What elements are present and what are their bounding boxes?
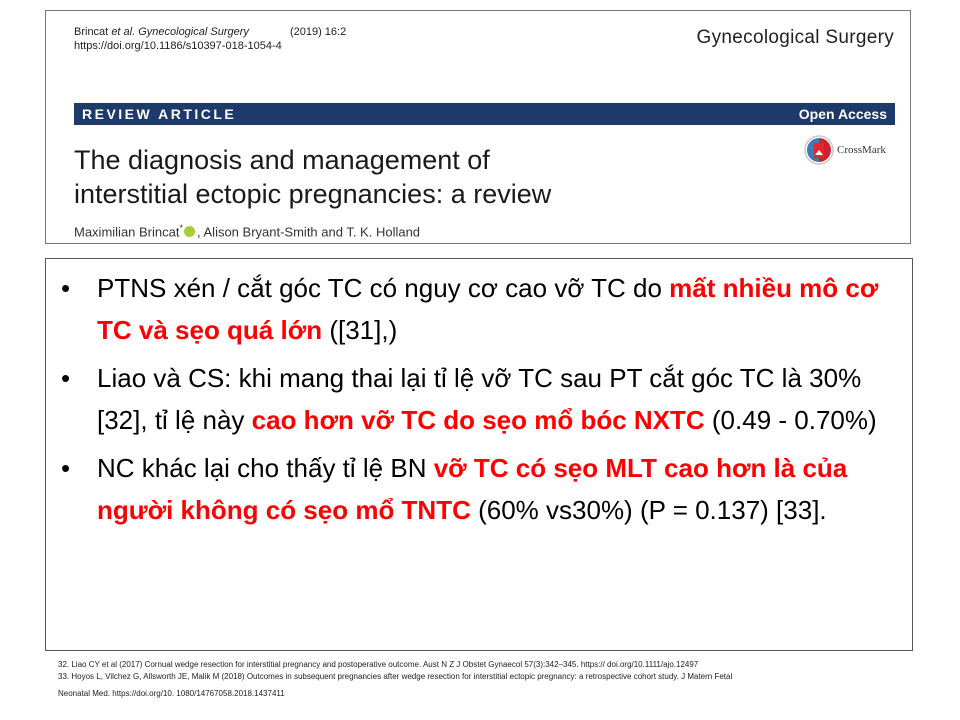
citation-volume: (2019) 16:2: [289, 26, 347, 38]
author-list: [74, 223, 420, 239]
crossmark-label: CrossMark: [837, 144, 886, 156]
doi-link[interactable]: https://doi.org/10.1186/s10397-018-1054-4: [74, 40, 282, 52]
reference-32: 32. Liao CY et al (2017) Cornual wedge resection for interstitial pregnancy and postoperative outcome. Aust N Z J Obstet Gynaecol 57(3):342–345. https:// doi.org/10.1111/ajo.12497: [58, 660, 699, 669]
bullet-text: (60% vs30%) (P = 0.137) [33].: [470, 495, 827, 525]
bullet-text: (0.49 - 0.70%): [704, 405, 877, 435]
references: [58, 659, 732, 700]
article-title: [74, 143, 551, 211]
article-type-label: REVIEW ARTICLE: [82, 106, 237, 122]
bullet-item: [59, 357, 899, 441]
citation-authors: Brincat: [74, 26, 109, 38]
crossmark-icon: [804, 135, 834, 165]
reference-33: 33. Hoyos L, Vilchez G, Allsworth JE, Malik M (2018) Outcomes in subsequent pregnancies after wedge resection for interstitial ectopic pregnancy: a retrospective cohort study. J Matern Fetal: [58, 672, 733, 681]
journal-name: Gynecological Surgery: [696, 27, 894, 48]
bullet-text: PTNS xén / cắt góc TC có nguy cơ cao vỡ TC do: [97, 273, 670, 303]
bullet-highlight: vỡ TC có sẹo MLT cao hơn là của người không có sẹo mổ TNTC: [97, 453, 848, 525]
bullet-list: [59, 267, 899, 537]
bullet-text: NC khác lại cho thấy tỉ lệ BN: [97, 453, 434, 483]
bullet-dot-icon: •: [61, 273, 71, 303]
reference-33-continued: Neonatal Med. https://doi.org/10. 1080/14767058.2018.1437411: [58, 689, 285, 698]
open-access-label: Open Access: [798, 106, 887, 122]
bullet-text: Liao và CS: khi mang thai lại tỉ lệ vỡ TC sau PT cắt góc TC là 30% [32], tỉ lệ này: [97, 363, 862, 435]
crossmark-badge[interactable]: [804, 135, 886, 165]
author-rest: , Alison Bryant-Smith and T. K. Holland: [197, 224, 421, 240]
bullet-dot-icon: •: [61, 453, 71, 483]
article-type-banner: [74, 103, 895, 125]
orcid-icon[interactable]: [184, 226, 195, 237]
bullet-dot-icon: •: [61, 363, 71, 393]
article-header-image: [45, 10, 911, 244]
citation: [74, 25, 346, 53]
bullet-item: [59, 267, 899, 351]
author-first: Maximilian Brincat: [74, 224, 180, 240]
bullet-highlight: cao hơn vỡ TC do sẹo mổ bóc NXTC: [251, 405, 705, 435]
bullet-item: [59, 447, 899, 531]
bullet-highlight: mất nhiều mô cơ TC và sẹo quá lớn: [97, 273, 879, 345]
article-title-line-2: interstitial ectopic pregnancies: a review: [74, 179, 552, 209]
corresponding-author-marker: *: [179, 223, 183, 233]
slide-content-box: [45, 258, 913, 651]
citation-journal: et al. Gynecological Surgery: [111, 26, 249, 38]
bullet-text: ([31],): [322, 315, 398, 345]
article-title-line-1: The diagnosis and management of: [74, 145, 490, 175]
